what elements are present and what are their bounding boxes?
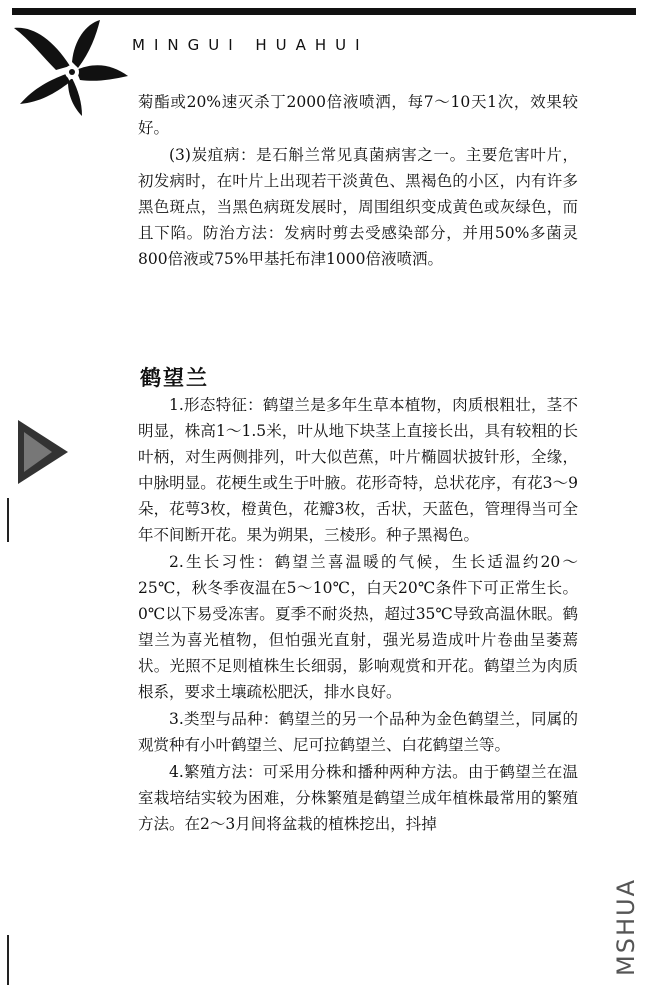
orchid-flower-icon xyxy=(12,18,130,118)
header-title: MINGUI HUAHUI xyxy=(132,36,369,54)
header-rule xyxy=(12,8,636,15)
paragraph: 1.形态特征：鹤望兰是多年生草本植物，肉质根粗壮，茎不明显，株高1～1.5米，叶从地下块茎上直接长出，具有较粗的长叶柄，对生两侧排列，叶大似芭蕉，叶片椭圆状披针形，全缘，中脉明显。花梗生或生于叶腋。花形奇特，总状花序，有花3～9朵，花萼3枚，橙黄色，花瓣3枚，舌状，天蓝色，管理得当可全年不间断开花。果为朔果，三棱形。种子黑褐色。 xyxy=(138,396,578,544)
section-body xyxy=(138,392,578,838)
margin-line xyxy=(7,935,9,985)
margin-line xyxy=(7,498,9,542)
page-tab-arrow-icon xyxy=(18,420,68,484)
paragraph: 3.类型与品种：鹤望兰的另一个品种为金色鹤望兰，同属的观赏种有小叶鹤望兰、尼可拉鹤望兰、白花鹤望兰等。 xyxy=(138,710,578,754)
paragraph: (3)炭疽病：是石斛兰常见真菌病害之一。主要危害叶片，初发病时，在叶片上出现若干淡黄色、黑褐色的小区，内有许多黑色斑点，当黑色病斑发展时，周围组织变成黄色或灰绿色，而且下陷。防治方法：发病时剪去受感染部分，并用50%多菌灵800倍液或75%甲基托布津1000倍液喷洒。 xyxy=(138,146,578,268)
continued-text xyxy=(138,89,578,273)
paragraph: 菊酯或20%速灭杀丁2000倍液喷洒，每7～10天1次，效果较好。 xyxy=(138,93,578,137)
watermark: MSHUA xyxy=(612,878,640,976)
paragraph: 4.繁殖方法：可采用分株和播种两种方法。由于鹤望兰在温室栽培结实较为困难，分株繁殖是鹤望兰成年植株最常用的繁殖方法。在2～3月间将盆栽的植株挖出，抖掉 xyxy=(138,763,578,833)
section-title: 鹤望兰 xyxy=(140,365,209,390)
paragraph: 2.生长习性：鹤望兰喜温暖的气候，生长适温约20～25℃，秋冬季夜温在5～10℃，白天20℃条件下可正常生长。0℃以下易受冻害。夏季不耐炎热，超过35℃导致高温休眠。鹤望兰为喜光植物，但怕强光直射，强光易造成叶片卷曲呈萎蔫状。光照不足则植株生长细弱，影响观赏和开花。鹤望兰为肉质根系，要求土壤疏松肥沃，排水良好。 xyxy=(138,553,578,701)
